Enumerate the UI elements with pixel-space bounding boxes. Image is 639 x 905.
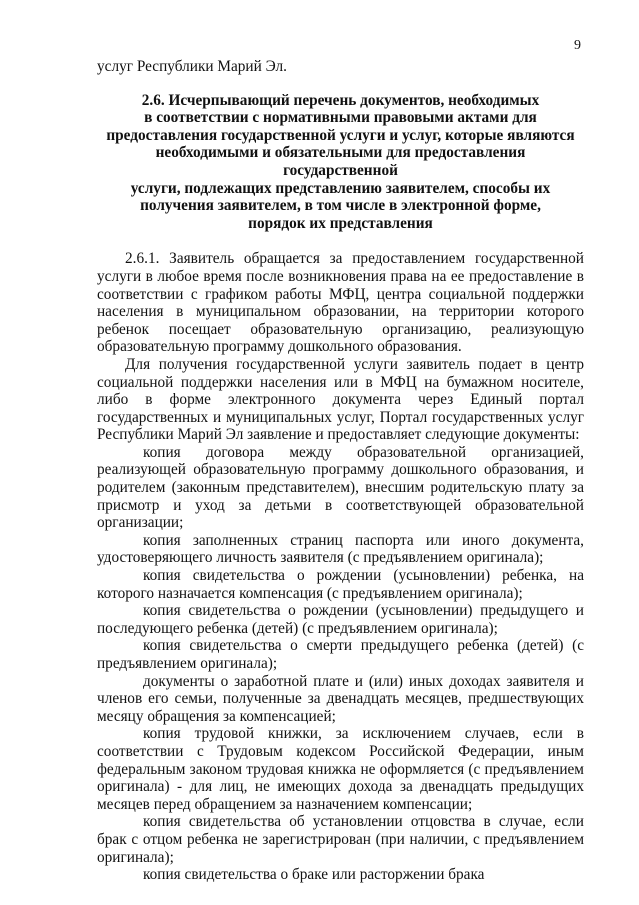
document-body	[97, 58, 584, 884]
document-list-item: копия свидетельства о рождении (усыновлении) предыдущего и последующего ребенка (детей) (с предъявлением оригинала);	[97, 602, 584, 637]
heading-line: получения заявителем, в том числе в электронной форме,	[140, 197, 541, 215]
document-list-item: копия заполненных страниц паспорта или иного документа, удостоверяющего личность заявителя (с предъявлением оригинала);	[97, 531, 584, 567]
heading-line: порядок их представления	[248, 214, 433, 232]
heading-line: 2.6. Исчерпывающий перечень документов, необходимых	[141, 91, 540, 109]
document-list-item: копия свидетельства о браке или расторжении брака	[143, 866, 485, 884]
document-list-item: копия свидетельства о рождении (усыновлении) ребенка, на которого назначается компенсация (с предъявлением оригинала);	[97, 567, 584, 602]
heading-line: необходимыми и обязательными для предоставления государственной	[155, 144, 526, 179]
heading-line: предоставления государственной услуги и услуг, которые являются	[106, 126, 575, 144]
lead-text: услуг Республики Марий Эл.	[97, 58, 287, 75]
document-list-item: документы о заработной плате и (или) иных доходах заявителя и членов его семьи, полученные за двенадцать месяцев, предшествующих месяцу обращения за компенсацией;	[97, 672, 584, 725]
heading-line: услуги, подлежащих представлению заявителем, способы их	[130, 179, 551, 197]
section-heading	[97, 92, 584, 233]
page-number: 9	[574, 38, 581, 53]
paragraph-2-6-1: 2.6.1. Заявитель обращается за предоставлением государственной услуги в любое время после возникновения права на ее предоставление в соответствии с графиком работы МФЦ, центра социальной поддержки населения в муниципальном образовании, на территории которого ребенок посещает образовательную организацию, реализующую образовательную программу дошкольного образования.	[97, 250, 584, 356]
document-list-item: копия свидетельства об установлении отцовства в случае, если брак с отцом ребенка не зарегистрирован (при наличии, с предъявлением оригинала);	[97, 813, 584, 866]
document-list-item: копия свидетельства о смерти предыдущего ребенка (детей) (с предъявлением оригинала);	[97, 637, 584, 672]
document-list-item: копия договора между образовательной организацией, реализующей образовательную программу дошкольного образования, и родителем (законным представителем), внесшим родительскую плату за присмотр и уход за детьми в соответствующей образовательной организации;	[97, 443, 584, 532]
paragraph-application-intro: Для получения государственной услуги заявитель подает в центр социальной поддержки населения или в МФЦ на бумажном носителе, либо в форме электронного документа через Единый портал государственных и муниципальных услуг, Портал государственных услуг Республики Марий Эл заявление и предоставляет следующие документы:	[97, 355, 584, 444]
document-list-item: копия трудовой книжки, за исключением случаев, если в соответствии с Трудовым кодексом Российской Федерации, иным федеральным законом трудовая книжка не оформляется (с предъявлением оригинала) - для лиц, не имеющих дохода за двенадцать предыдущих месяцев перед обращением за назначением компенсации;	[97, 725, 584, 813]
heading-line: в соответствии с нормативными правовыми актами для	[144, 109, 537, 127]
